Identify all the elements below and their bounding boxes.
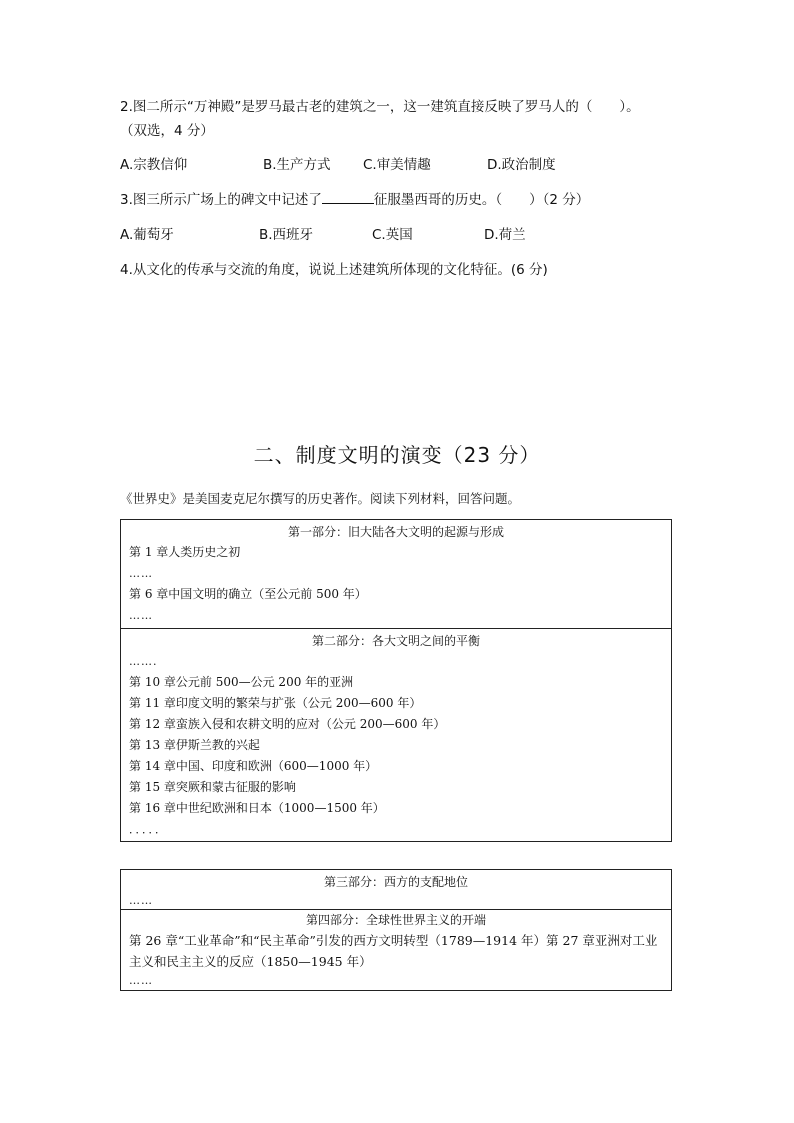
q3-stem-after: 征服墨西哥的历史。（ ）（2 分） [373,192,590,208]
q2-stem: 2.图二所示“万神殿”是罗马最古老的建筑之一，这一建筑直接反映了罗马人的（ ）。 [120,99,640,115]
toc-part-4 [121,909,671,990]
q2-option-b: B.生产方式 [263,157,331,173]
toc-row: 第 16 章中世纪欧洲和日本（1000—1500 年） [129,801,385,815]
section-title: 二、制度文明的演变（23 分） [253,443,541,467]
toc-row: …… [129,609,153,622]
q2-option-a: A.宗教信仰 [120,157,188,173]
toc-box-2 [120,869,672,991]
toc-part-1-heading: 第一部分：旧大陆各大文明的起源与形成 [287,525,504,539]
q3-option-a: A.葡萄牙 [120,227,174,243]
toc-row: 第 6 章中国文明的确立（至公元前 500 年） [129,587,367,601]
toc-part-3 [121,870,671,909]
q2-note: （双选，4 分） [120,123,214,139]
q4-stem: 4.从文化的传承与交流的角度，说说上述建筑所体现的文化特征。(6 分) [120,262,548,278]
toc-part-3-dots: …… [129,894,153,907]
toc-row: 第 15 章突厥和蒙古征服的影响 [129,780,296,794]
q3-stem [120,190,589,210]
toc-row: ……. [129,655,158,668]
q3-option-b: B.西班牙 [259,227,314,243]
toc-row: …… [129,567,153,580]
toc-part-4-heading: 第四部分：全球性世界主义的开端 [305,913,486,927]
toc-part-3-heading: 第三部分：西方的支配地位 [323,875,468,889]
toc-row: 第 14 章中国、印度和欧洲（600—1000 年） [129,759,378,773]
q2-option-c: C.审美情趣 [363,157,431,173]
toc-part-4-text: 第 26 章“工业革命”和“民主革命”引发的西方文明转型（1789—1914 年）第 27 章亚洲对工业主义和民主主义的反应（1850—1945 年） [129,933,658,969]
toc-row: 第 10 章公元前 500—公元 200 年的亚洲 [129,675,354,689]
toc-row: 第 13 章伊斯兰教的兴起 [129,738,260,752]
toc-part-2-heading: 第二部分：各大文明之间的平衡 [311,634,480,648]
q3-option-c: C.英国 [372,227,413,243]
q3-answer-blank[interactable] [322,191,374,204]
toc-row: 第 12 章蛮族入侵和农耕文明的应对（公元 200—600 年） [129,717,446,731]
q3-stem-before: 3.图三所示广场上的碑文中记述了 [120,192,322,208]
q2-option-d: D.政治制度 [487,157,556,173]
toc-row: 第 11 章印度文明的繁荣与扩张（公元 200—600 年） [129,696,422,710]
q3-option-d: D.荷兰 [484,227,526,243]
toc-row: 第 1 章人类历史之初 [129,545,241,559]
toc-row: ．．．．． [129,823,167,836]
toc-part-4-dots: …… [129,974,153,987]
toc-part-1 [121,520,671,628]
toc-part-2 [121,628,671,841]
section-intro: 《世界史》是美国麦克尼尔撰写的历史著作。阅读下列材料，回答问题。 [120,491,521,506]
toc-box-1 [120,519,672,842]
